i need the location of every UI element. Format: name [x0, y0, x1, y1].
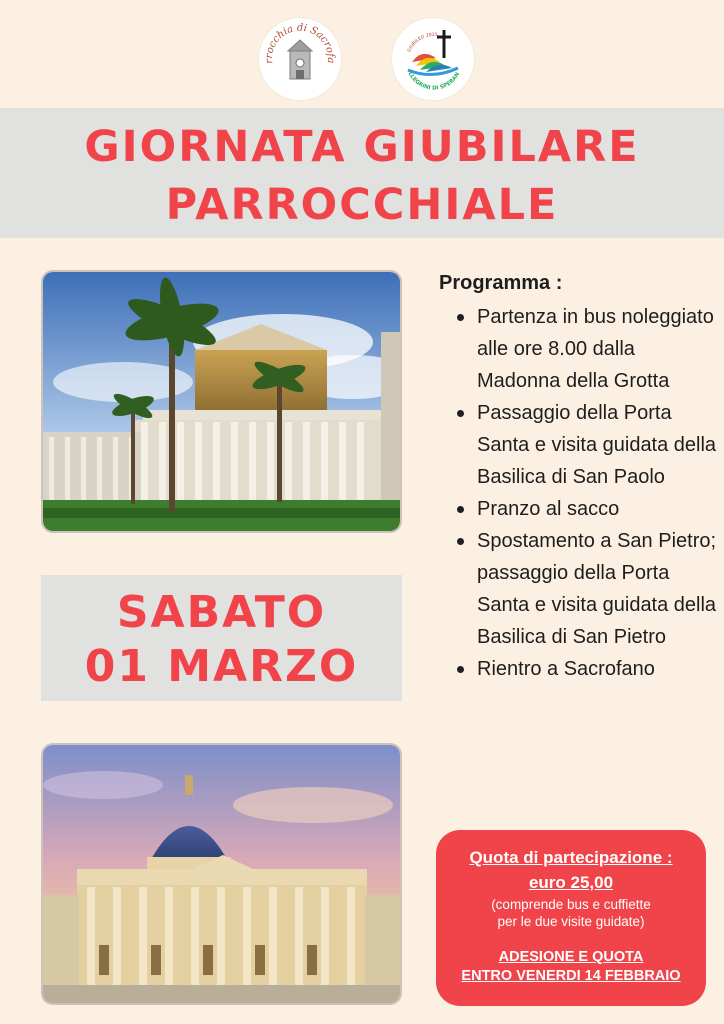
- programma-item: Spostamento a San Pietro; passaggio della Porta Santa e visita guidata della Basilica di San Pietro: [477, 525, 719, 653]
- adesione-line1: ADESIONE E QUOTA: [498, 949, 644, 965]
- programma-title: Programma :: [439, 272, 563, 294]
- quota-title: Quota di partecipazione :: [469, 848, 673, 867]
- adesione-deadline: [436, 948, 706, 986]
- programma-item: Rientro a Sacrofano: [477, 653, 719, 685]
- giubileo-logo: [392, 18, 474, 100]
- giubileo-logo-bottom-text: LLEGRINI DI SPERAN: [406, 71, 462, 92]
- date-band: [41, 575, 402, 701]
- quota-note-line1: (comprende bus e cuffiette: [491, 897, 651, 912]
- programma-item: Pranzo al sacco: [477, 493, 719, 525]
- programma-item: Partenza in bus noleggiato alle ore 8.00 dalla Madonna della Grotta: [477, 301, 719, 397]
- quota-price: euro 25,00: [528, 873, 614, 892]
- programma-section: [439, 272, 719, 685]
- basilica-san-paolo-photo: [41, 270, 402, 533]
- jubilee-pilgrims-icon: [392, 18, 474, 100]
- programma-list: [439, 301, 719, 685]
- svg-text:GIUBILEO 2025: [406, 32, 438, 53]
- date-month: 01 MARZO: [84, 641, 359, 692]
- page-title-line1: GIORNATA GIUBILARE: [84, 122, 640, 172]
- parrocchia-logo: [259, 18, 341, 100]
- quota-note-line2: per le due visite guidate): [497, 914, 645, 929]
- programma-item: Passaggio della Porta Santa e visita guidata della Basilica di San Paolo: [477, 397, 719, 493]
- quota-box: [436, 830, 706, 1006]
- parrocchia-logo-text: rrocchia di Sacrofa: [263, 22, 337, 65]
- basilica-san-pietro-photo: [41, 743, 402, 1005]
- title-band: [0, 108, 724, 238]
- date-day: SABATO: [116, 587, 327, 638]
- quota-note: [436, 896, 706, 930]
- giubileo-logo-top-text: GIUBILEO 2025: [407, 32, 438, 54]
- page-title-line2: PARROCCHIALE: [165, 180, 559, 230]
- adesione-line2: ENTRO VENERDI 14 FEBBRAIO: [461, 968, 681, 984]
- church-seal-icon: [259, 18, 341, 100]
